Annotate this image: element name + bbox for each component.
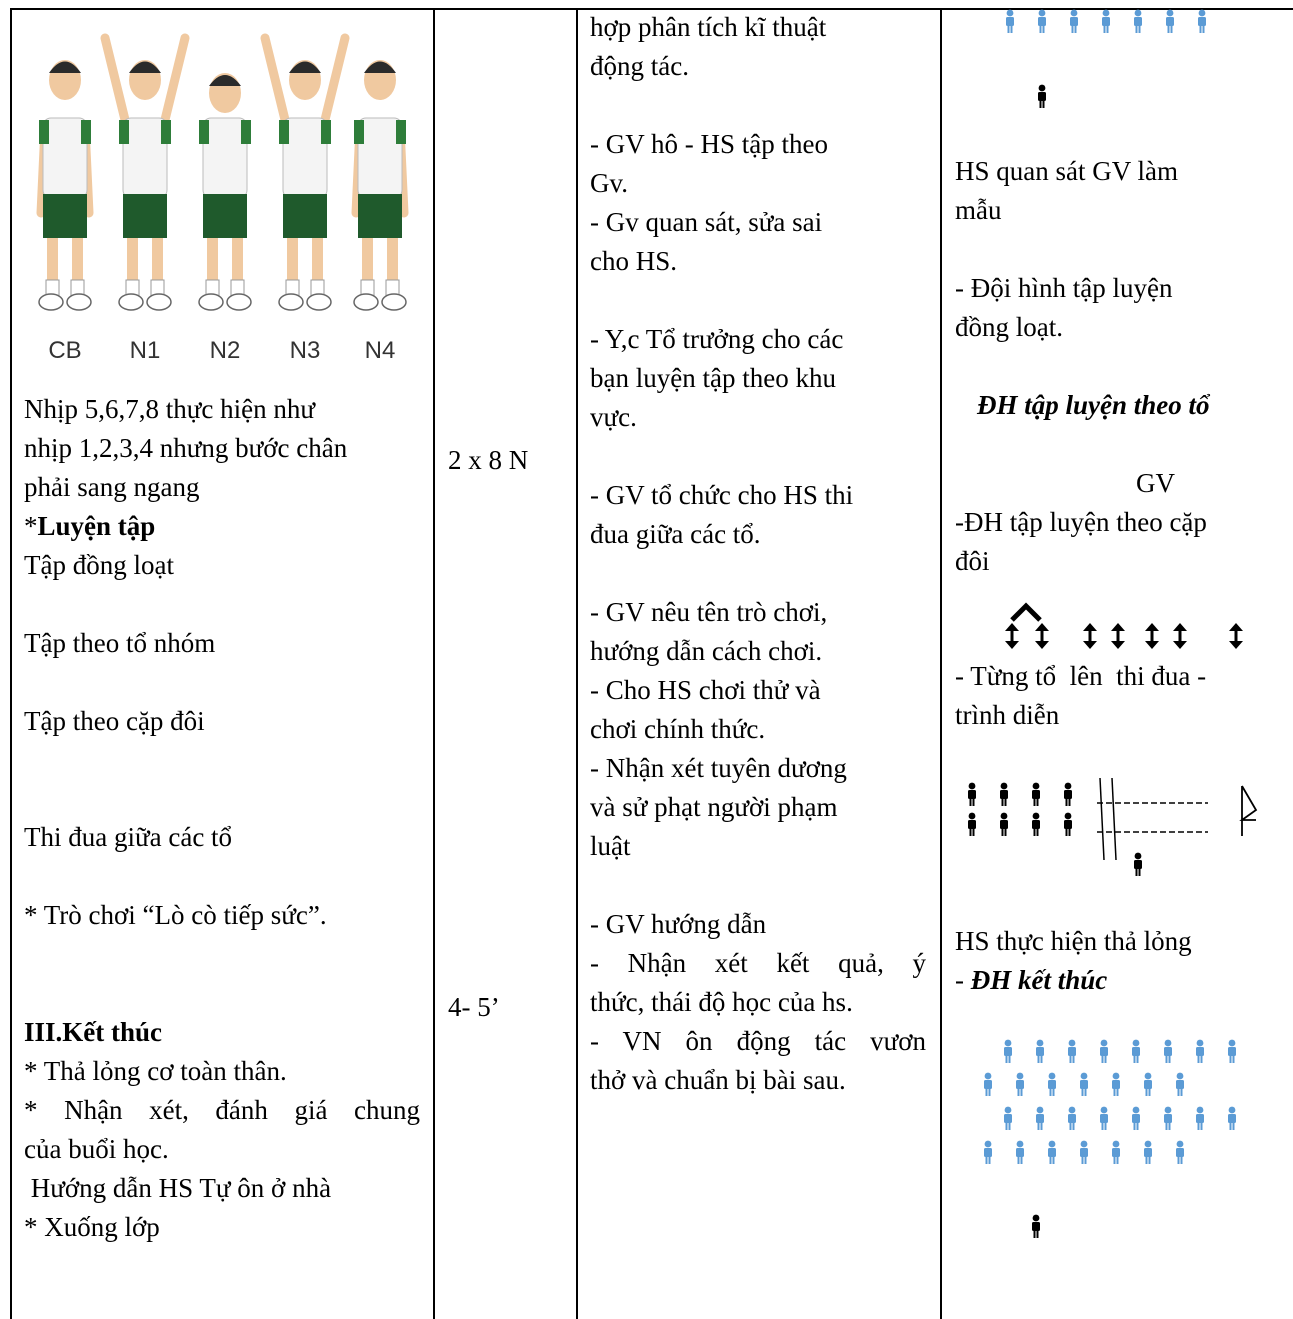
teacher-line: - VN ôn động tác vươn (590, 1026, 926, 1056)
teacher-icon (1038, 85, 1046, 108)
student-icon (1068, 1107, 1076, 1130)
teacher-line: đua giữa các tổ. (590, 519, 761, 549)
end-formation-title: ĐH kết thúc (970, 965, 1108, 995)
flag-icon (1242, 786, 1256, 836)
figure-n4 (354, 60, 406, 310)
figure-label-n3: N3 (289, 337, 321, 364)
pair-student-icon (1145, 623, 1159, 649)
teacher-line: luật (590, 831, 631, 861)
teacher-line: - Gv quan sát, sửa sai (590, 207, 823, 237)
teacher-line: cho HS. (590, 246, 677, 276)
teacher-line: - Cho HS chơi thử và (590, 675, 821, 705)
pair-line-1: -ĐH tập luyện theo cặp (955, 507, 1207, 537)
student-icon (1036, 1040, 1044, 1063)
teacher-line: động tác. (590, 51, 689, 81)
student-icon (1112, 1073, 1120, 1096)
student-icon (1100, 1107, 1108, 1130)
formation-line-1: - Đội hình tập luyện (955, 273, 1173, 303)
teacher-line: và sử phạt người phạm (590, 792, 838, 822)
group-formation-title: ĐH tập luyện theo tổ (977, 390, 1210, 420)
student-icon (1196, 1107, 1204, 1130)
student-icon (1228, 1040, 1236, 1063)
practice-item-4: Thi đua giữa các tổ (24, 822, 233, 852)
teacher-label: GV (1136, 468, 1175, 498)
table-left-border (10, 8, 12, 1319)
end-item-3: của buổi học. (24, 1134, 169, 1164)
student-icon (1080, 1073, 1088, 1096)
student-icon (1080, 1141, 1088, 1164)
student-icon (1176, 1141, 1184, 1164)
teacher-line: hợp phân tích kĩ thuật (590, 12, 827, 42)
student-icon (1198, 10, 1206, 33)
student-icon (984, 1141, 992, 1164)
start-line (1112, 778, 1116, 860)
teacher-line: - Nhận xét kết quả, ý (590, 948, 926, 978)
figure-cb (39, 60, 91, 310)
pair-line-2: đôi (955, 546, 990, 576)
relay-player-icon (968, 813, 976, 836)
dose-end: 4- 5’ (448, 992, 500, 1022)
figure-label-n1: N1 (129, 337, 161, 364)
teacher-line: - GV nêu tên trò chơi, (590, 597, 828, 627)
relay-player-icon (1000, 783, 1008, 806)
formation-diagrams (942, 8, 1293, 1319)
relay-player-icon (1032, 813, 1040, 836)
student-icon (1166, 10, 1174, 33)
figure-label-n2: N2 (209, 337, 241, 364)
column-divider-1 (433, 8, 435, 1319)
dose-practice: 2 x 8 N (448, 445, 529, 475)
figure-n1 (105, 38, 185, 310)
student-icon (1176, 1073, 1184, 1096)
relay-player-icon (1064, 783, 1072, 806)
student-icon (1134, 10, 1142, 33)
pair-student-icon (1005, 623, 1019, 649)
student-icon (1102, 10, 1110, 33)
student-icon (1016, 1073, 1024, 1096)
teacher-line: bạn luyện tập theo khu (590, 363, 836, 393)
practice-title: Luyện tập (37, 511, 156, 541)
practice-item-2: Tập theo tổ nhóm (24, 628, 216, 658)
student-icon (1004, 1107, 1012, 1130)
relay-player-icon (1032, 783, 1040, 806)
figure-n2 (199, 73, 251, 310)
teacher-line: hướng dẫn cách chơi. (590, 636, 823, 666)
teacher-icon (1032, 1215, 1040, 1238)
figure-label-n4: N4 (364, 337, 396, 364)
pair-arrow-icon (1012, 606, 1040, 620)
student-icon (1016, 1141, 1024, 1164)
teacher-line: - GV hô - HS tập theo (590, 129, 828, 159)
student-icon (1132, 1107, 1140, 1130)
student-icon (1144, 1141, 1152, 1164)
figure-label-cb: CB (48, 337, 82, 364)
game-name: * Trò chơi “Lò cò tiếp sức”. (24, 900, 327, 930)
end-item-1: * Thả lỏng cơ toàn thân. (24, 1056, 287, 1086)
practice-item-3: Tập theo cặp đôi (24, 706, 205, 736)
teacher-line: chơi chính thức. (590, 714, 766, 744)
formation-line-2: đồng loạt. (955, 312, 1063, 342)
practice-heading (24, 507, 155, 546)
student-icon (1164, 1040, 1172, 1063)
pair-student-icon (1173, 623, 1187, 649)
teacher-line: - GV hướng dẫn (590, 909, 767, 939)
content-desc-line-3: phải sang ngang (24, 472, 200, 502)
end-item-5: * Xuống lớp (24, 1212, 160, 1242)
student-icon (1068, 1040, 1076, 1063)
teacher-line: vực. (590, 402, 637, 432)
teacher-icon (1134, 853, 1142, 876)
end-formation-prefix: - (955, 965, 971, 995)
observe-line-1: HS quan sát GV làm (955, 156, 1178, 186)
content-desc-line-1: Nhịp 5,6,7,8 thực hiện như (24, 394, 315, 424)
pair-student-icon (1111, 623, 1125, 649)
student-icon (1196, 1040, 1204, 1063)
compete-line-2: trình diễn (955, 700, 1060, 730)
column-divider-2 (576, 8, 578, 1319)
teacher-line: - Y,c Tổ trưởng cho các (590, 324, 844, 354)
teacher-line: Gv. (590, 168, 628, 198)
end-item-4: Hướng dẫn HS Tự ôn ở nhà (24, 1173, 332, 1203)
student-icon (1100, 1040, 1108, 1063)
teacher-line: thở và chuẩn bị bài sau. (590, 1065, 846, 1095)
pair-student-icon (1035, 623, 1049, 649)
pair-student-icon (1229, 623, 1243, 649)
student-icon (1132, 1040, 1140, 1063)
student-icon (1038, 10, 1046, 33)
student-icon (1006, 10, 1014, 33)
student-icon (1048, 1073, 1056, 1096)
practice-prefix: * (24, 511, 38, 541)
end-section-title: III.Kết thúc (24, 1017, 163, 1047)
student-icon (1048, 1141, 1056, 1164)
teacher-line: - GV tổ chức cho HS thi (590, 480, 854, 510)
end-item-2: * Nhận xét, đánh giá chung (24, 1095, 420, 1125)
student-icon (1164, 1107, 1172, 1130)
relax-line: HS thực hiện thả lỏng (955, 926, 1192, 956)
observe-line-2: mẫu (955, 195, 1002, 225)
relay-player-icon (1064, 813, 1072, 836)
student-icon (984, 1073, 992, 1096)
start-line (1100, 778, 1104, 860)
exercise-illustration (20, 18, 420, 378)
student-icon (1036, 1107, 1044, 1130)
student-icon (1112, 1141, 1120, 1164)
pair-student-icon (1083, 623, 1097, 649)
compete-line-1: - Từng tổ lên thi đua - (955, 661, 1207, 691)
student-icon (1004, 1040, 1012, 1063)
figure-n3 (265, 38, 345, 310)
relay-player-icon (968, 783, 976, 806)
relay-player-icon (1000, 813, 1008, 836)
teacher-line: - Nhận xét tuyên dương (590, 753, 847, 783)
student-icon (1070, 10, 1078, 33)
teacher-line: thức, thái độ học của hs. (590, 987, 853, 1017)
content-desc-line-2: nhịp 1,2,3,4 nhưng bước chân (24, 433, 348, 463)
practice-item-1: Tập đồng loạt (24, 550, 174, 580)
student-icon (1144, 1073, 1152, 1096)
student-icon (1228, 1107, 1236, 1130)
